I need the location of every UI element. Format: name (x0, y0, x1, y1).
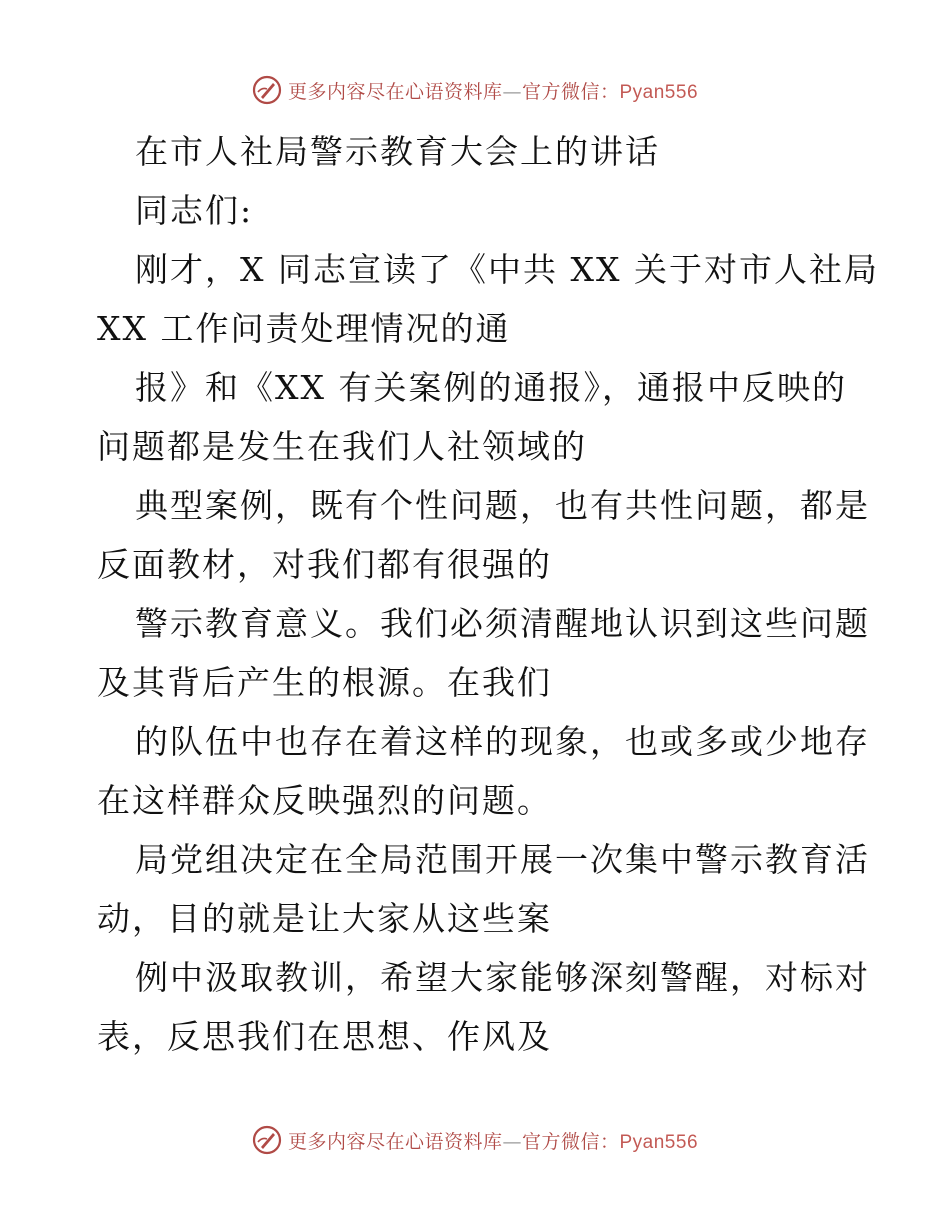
text-line: 动，目的就是让大家从这些案 (97, 899, 552, 938)
text-line: 例中汲取教训，希望大家能够深刻警醒，对标对 (135, 958, 870, 997)
text-line: 及其背后产生的根源。在我们 (97, 663, 552, 702)
quill-logo-icon (252, 1125, 282, 1155)
document-title: 在市人社局警示教育大会上的讲话 (135, 132, 660, 171)
text-line: 表，反思我们在思想、作风及 (97, 1017, 552, 1056)
text-line: 的队伍中也存在着这样的现象，也或多或少地存 (135, 722, 870, 761)
text-line: 局党组决定在全局范围开展一次集中警示教育活 (135, 840, 870, 879)
text-line: 反面教材，对我们都有很强的 (97, 545, 552, 584)
document-lines (97, 122, 879, 1066)
watermark-text: 更多内容尽在心语资料库—官方微信：Pyan556 (287, 80, 699, 103)
watermark-text: 更多内容尽在心语资料库—官方微信：Pyan556 (287, 1130, 699, 1153)
header-watermark (0, 70, 950, 110)
quill-logo-icon (252, 75, 282, 105)
salutation: 同志们: (135, 191, 254, 230)
text-line: 问题都是发生在我们人社领域的 (97, 427, 587, 466)
footer-watermark (0, 1120, 950, 1160)
text-line: 在这样群众反映强烈的问题。 (97, 781, 552, 820)
text-line: 典型案例，既有个性问题，也有共性问题，都是 (135, 486, 870, 525)
text-line: 警示教育意义。我们必须清醒地认识到这些问题 (135, 604, 870, 643)
text-line: 刚才，X 同志宣读了《中共 XX 关于对市人社局 (135, 250, 879, 289)
text-line: XX 工作问责处理情况的通 (97, 309, 511, 348)
document-body (97, 122, 879, 1066)
text-line: 报》和《XX 有关案例的通报》，通报中反映的 (135, 368, 847, 407)
